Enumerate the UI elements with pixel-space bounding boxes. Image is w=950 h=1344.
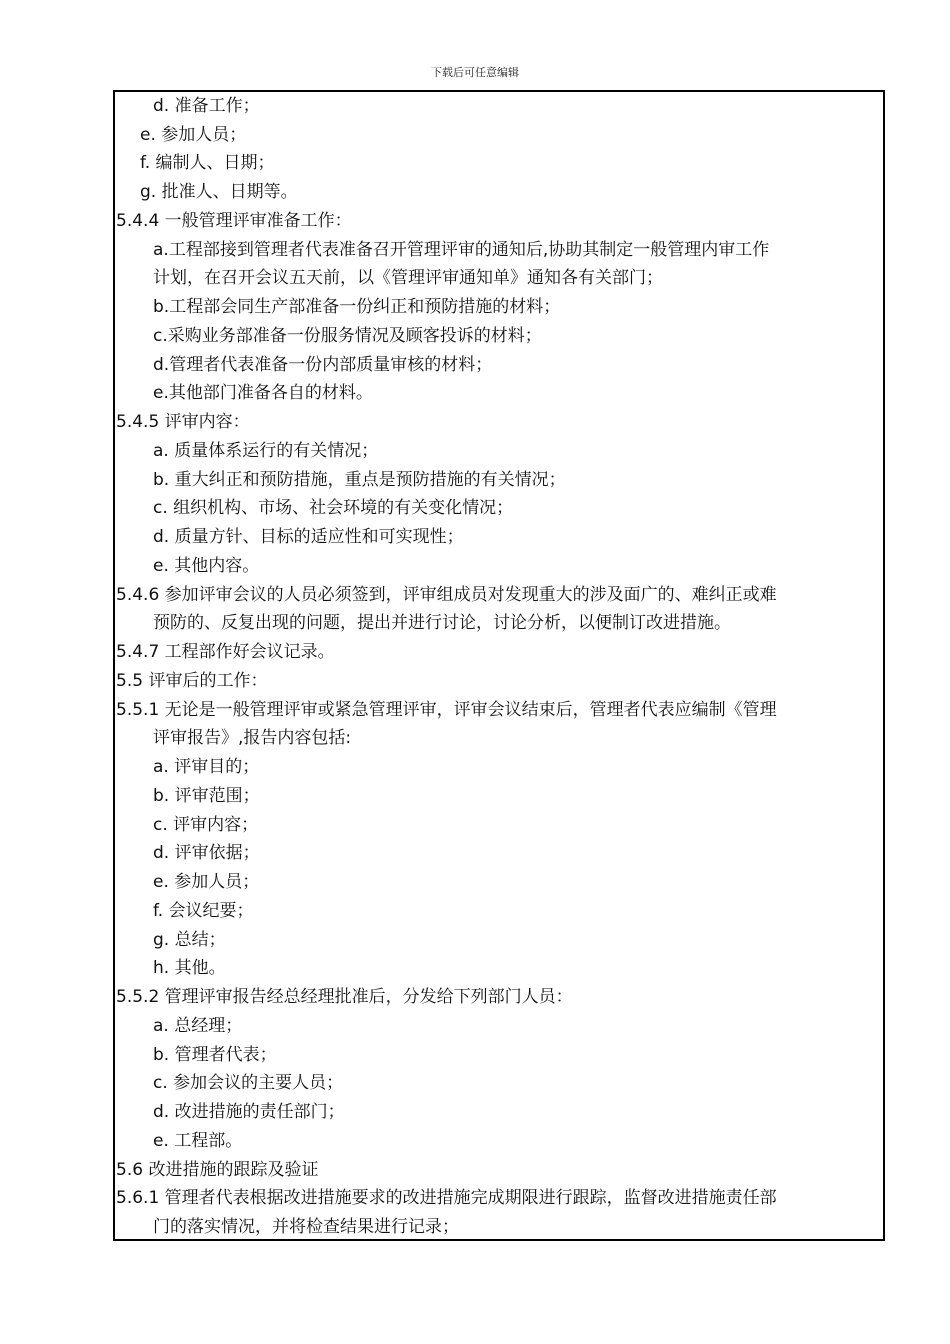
section-heading: 5.5 评审后的工作： [116, 671, 268, 691]
list-item: e. 参加人员； [140, 125, 247, 145]
list-item: h. 其他。 [153, 958, 226, 978]
list-item: e. 其他内容。 [153, 556, 260, 576]
list-item: c. 评审内容； [153, 815, 259, 835]
list-item: c.采购业务部准备一份服务情况及顾客投诉的材料； [153, 326, 542, 346]
list-item: f. 编制人、日期； [140, 153, 275, 173]
list-item: d. 改进措施的责任部门； [153, 1102, 345, 1122]
list-item: e. 参加人员； [153, 872, 260, 892]
list-item: a. 评审目的； [153, 757, 260, 777]
list-item: e.其他部门准备各自的材料。 [153, 383, 373, 403]
section-heading: 5.5.1 无论是一般管理评审或紧急管理评审，评审会议结束后，管理者代表应编制《管理 [116, 700, 777, 720]
list-item: b. 重大纠正和预防措施，重点是预防措施的有关情况； [153, 470, 566, 490]
list-item: g. 总结； [153, 930, 226, 950]
list-item: d. 准备工作； [153, 96, 260, 116]
document-frame [113, 90, 885, 1241]
list-item: b.工程部会同生产部准备一份纠正和预防措施的材料； [153, 297, 561, 317]
list-item: b. 管理者代表； [153, 1045, 277, 1065]
list-item: e. 工程部。 [153, 1131, 243, 1151]
list-item: d. 质量方针、目标的适应性和可实现性； [153, 527, 464, 547]
section-continuation: 门的落实情况，并将检查结果进行记录； [153, 1217, 459, 1237]
section-heading: 5.4.5 评审内容： [116, 412, 250, 432]
section-continuation: 评审报告》,报告内容包括: [153, 728, 352, 748]
list-item: d. 评审依据； [153, 843, 260, 863]
list-item: f. 会议纪要； [153, 901, 254, 921]
list-item: b. 评审范围； [153, 786, 260, 806]
list-item: c. 组织机构、市场、社会环境的有关变化情况； [153, 498, 514, 518]
list-item-continuation: 计划，在召开会议五天前，以《管理评审通知单》通知各有关部门； [153, 268, 663, 288]
list-item: g. 批准人、日期等。 [140, 182, 298, 202]
section-heading: 5.6.1 管理者代表根据改进措施要求的改进措施完成期限进行跟踪，监督改进措施责任部 [116, 1188, 777, 1208]
list-item: a. 总经理； [153, 1016, 243, 1036]
list-item: a.工程部接到管理者代表准备召开管理评审的通知后,协助其制定一般管理内审工作 [153, 240, 770, 260]
list-item: c. 参加会议的主要人员； [153, 1073, 344, 1093]
section-heading: 5.5.2 管理评审报告经总经理批准后，分发给下列部门人员： [116, 987, 573, 1007]
section-heading: 5.4.6 参加评审会议的人员必须签到，评审组成员对发现重大的涉及面广的、难纠正或难 [116, 585, 777, 605]
list-item: d.管理者代表准备一份内部质量审核的材料； [153, 355, 493, 375]
section-heading: 5.4.7 工程部作好会议记录。 [116, 642, 335, 662]
section-heading: 5.4.4 一般管理评审准备工作： [116, 211, 352, 231]
list-item: a. 质量体系运行的有关情况； [153, 441, 379, 461]
section-heading: 5.6 改进措施的跟踪及验证 [116, 1160, 319, 1180]
page-header: 下载后可任意编辑 [431, 66, 519, 79]
section-continuation: 预防的、反复出现的问题，提出并进行讨论，讨论分析，以便制订改进措施。 [153, 613, 731, 633]
